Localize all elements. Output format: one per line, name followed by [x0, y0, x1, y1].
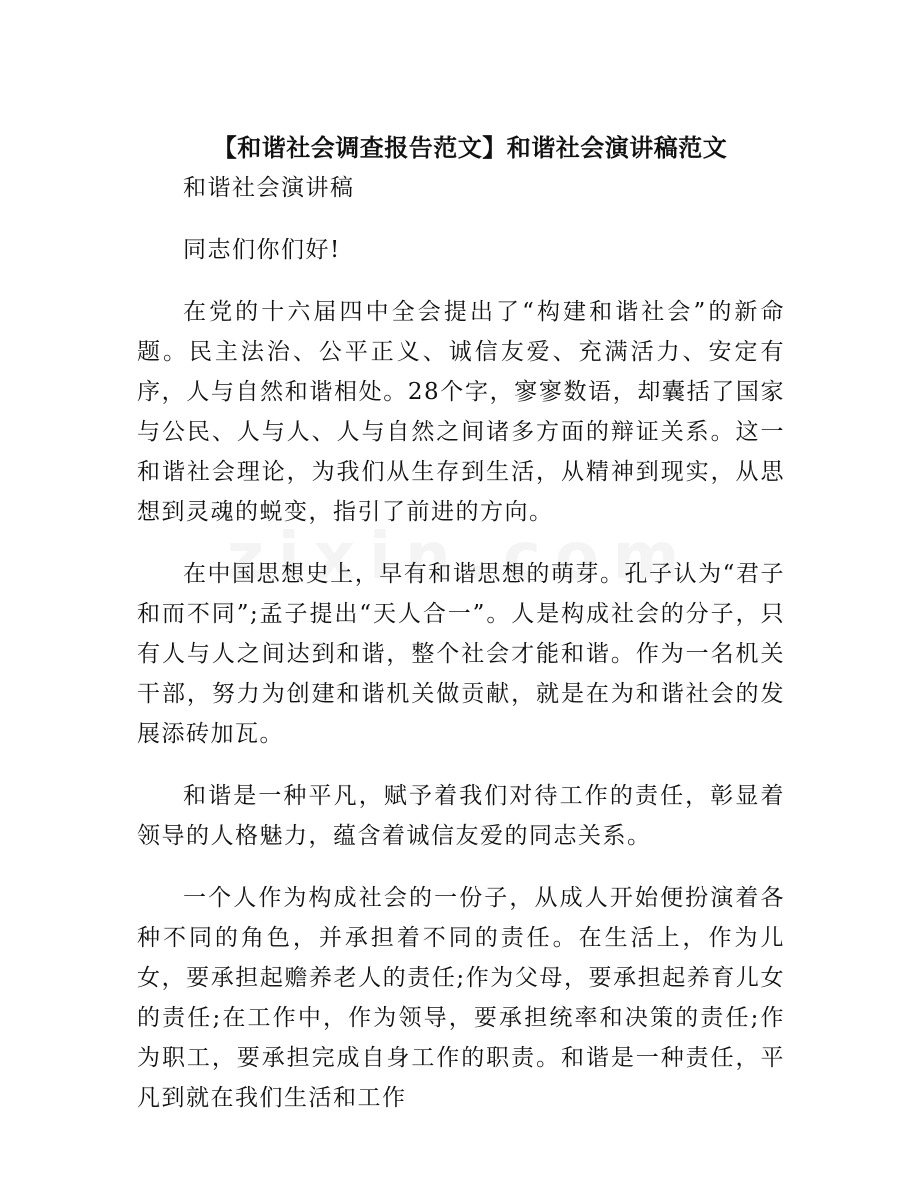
paragraph-greeting: 同志们你们好!: [183, 237, 341, 263]
paragraph-1: 在党的十六届四中全会提出了“构建和谐社会”的新命题。民主法治、公平正义、诚信友爱、充满活力、安定有序，人与自然和谐相处。28个字，寥寥数语，却囊括了国家与公民、人与人、人与自然之间诸多方面的辩证关系。这一和谐社会理论，为我们从生存到生活，从精神到现实，从思想到灵魂的蜕变，指引了前进的方向。: [137, 299, 785, 525]
paragraph-heading: 和谐社会演讲稿: [183, 175, 355, 201]
paragraph-2: 在中国思想史上，早有和谐思想的萌芽。孔子认为“君子和而不同”;孟子提出“天人合一”。人是构成社会的分子，只有人与人之间达到和谐，整个社会才能和谐。作为一名机关干部，努力为创建和谐机关做贡献，就是在为和谐社会的发展添砖加瓦。: [137, 561, 785, 747]
document-title: 【和谐社会调查报告范文】和谐社会演讲稿范文: [212, 133, 728, 163]
paragraph-3: 和谐是一种平凡，赋予着我们对待工作的责任，彰显着领导的人格魅力，蕴含着诚信友爱的同志关系。: [137, 783, 785, 849]
paragraph-4: 一个人作为构成社会的一份子，从成人开始便扮演着各种不同的角色，并承担着不同的责任。在生活上，作为儿女，要承担起赡养老人的责任;作为父母，要承担起养育儿女的责任;在工作中，作为领导，要承担统率和决策的责任;作为职工，要承担完成自身工作的职责。和谐是一种责任，平凡到就在我们生活和工作: [137, 885, 785, 1111]
document-body: [137, 168, 785, 1140]
